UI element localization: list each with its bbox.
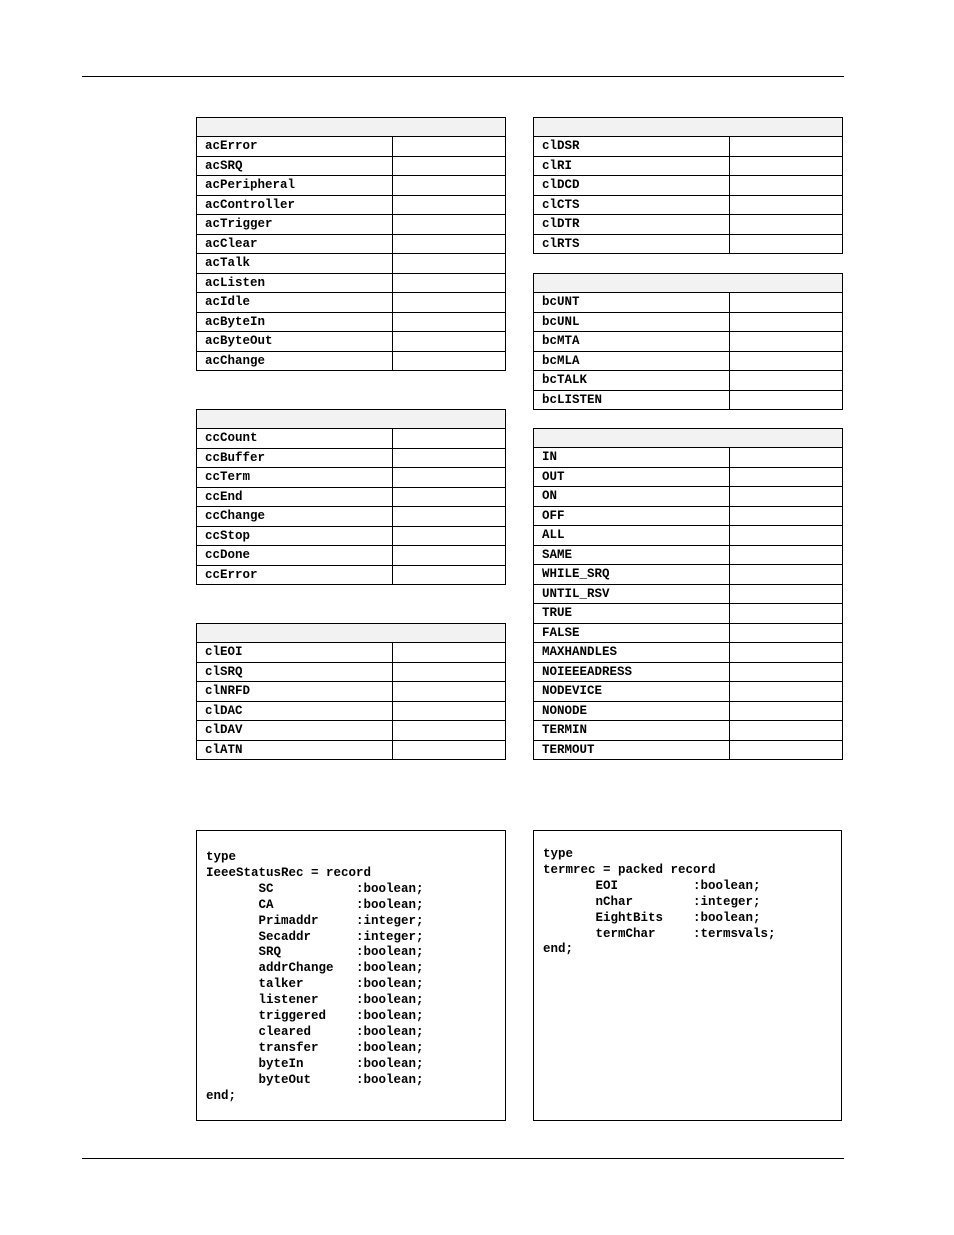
- table-header: [197, 624, 506, 643]
- constant-name: bcMLA: [534, 351, 730, 371]
- constant-value: [730, 701, 843, 721]
- constant-name: acChange: [197, 351, 393, 371]
- constant-value: [730, 176, 843, 196]
- table-row: [197, 487, 506, 507]
- constant-name: ccBuffer: [197, 448, 393, 468]
- table-row: [197, 332, 506, 352]
- constant-value: [730, 487, 843, 507]
- constant-value: [393, 526, 506, 546]
- constant-value: [393, 721, 506, 741]
- table-header: [534, 118, 843, 137]
- constant-name: OFF: [534, 506, 730, 526]
- table-header: [197, 118, 506, 137]
- constant-name: TERMIN: [534, 721, 730, 741]
- table-row: [197, 526, 506, 546]
- constant-name: clSRQ: [197, 662, 393, 682]
- table-row: [534, 176, 843, 196]
- constant-name: ccEnd: [197, 487, 393, 507]
- table-row: [197, 429, 506, 449]
- misc-constants-table: [533, 428, 843, 760]
- constant-name: ccChange: [197, 507, 393, 527]
- footer-rule: [82, 1158, 844, 1159]
- table-row: [197, 468, 506, 488]
- constant-name: acByteIn: [197, 312, 393, 332]
- bc-constants-table: [533, 273, 843, 410]
- constant-name: SAME: [534, 545, 730, 565]
- constant-value: [393, 137, 506, 157]
- table-row: [534, 545, 843, 565]
- constant-value: [730, 156, 843, 176]
- ieee-status-rec-code: type IeeeStatusRec = record SC :boolean; CA :boolean; Primaddr :integer; Secaddr :integer; SRQ :boolean; addrChange :boolean; talker :boolean; listener :boolean; triggered :boolean; cleared :boolean; transfer :boolean; byteIn :boolean; byteOut :boolean; end;: [206, 850, 424, 1103]
- constant-value: [730, 332, 843, 352]
- constant-value: [393, 682, 506, 702]
- table-row: [534, 448, 843, 468]
- constant-value: [393, 740, 506, 760]
- constant-value: [393, 273, 506, 293]
- constant-name: clDAV: [197, 721, 393, 741]
- constant-value: [393, 156, 506, 176]
- table-row: [534, 234, 843, 254]
- constant-name: bcTALK: [534, 371, 730, 391]
- table-row: [197, 721, 506, 741]
- ieee-status-rec-code-box: [196, 830, 506, 1121]
- constant-value: [393, 468, 506, 488]
- constant-name: OUT: [534, 467, 730, 487]
- constant-name: bcUNL: [534, 312, 730, 332]
- table-row: [197, 176, 506, 196]
- constant-name: clDSR: [534, 137, 730, 157]
- constant-name: ccTerm: [197, 468, 393, 488]
- table-row: [197, 448, 506, 468]
- constant-name: ON: [534, 487, 730, 507]
- table-row: [534, 487, 843, 507]
- constant-name: acListen: [197, 273, 393, 293]
- constant-value: [730, 371, 843, 391]
- table-row: [197, 507, 506, 527]
- constant-value: [393, 487, 506, 507]
- table-row: [197, 293, 506, 313]
- constant-name: clRI: [534, 156, 730, 176]
- table-row: [534, 371, 843, 391]
- constant-value: [393, 351, 506, 371]
- constant-value: [393, 448, 506, 468]
- constant-value: [393, 507, 506, 527]
- table-row: [197, 156, 506, 176]
- table-row: [534, 215, 843, 235]
- constant-value: [730, 740, 843, 760]
- constant-value: [393, 195, 506, 215]
- table-row: [197, 565, 506, 585]
- constant-value: [730, 390, 843, 410]
- constant-name: acTalk: [197, 254, 393, 274]
- constant-value: [730, 526, 843, 546]
- constant-name: ccDone: [197, 546, 393, 566]
- constant-name: clRTS: [534, 234, 730, 254]
- constant-name: ccStop: [197, 526, 393, 546]
- constant-value: [730, 643, 843, 663]
- table-header: [197, 410, 506, 429]
- table-row: [197, 701, 506, 721]
- constant-value: [393, 332, 506, 352]
- table-row: [534, 156, 843, 176]
- termrec-code: type termrec = packed record EOI :boolean; nChar :integer; EightBits :boolean; termChar :termsvals; end;: [543, 847, 776, 957]
- constant-value: [393, 176, 506, 196]
- table-row: [534, 701, 843, 721]
- constant-name: NONODE: [534, 701, 730, 721]
- constant-value: [730, 662, 843, 682]
- constant-value: [730, 623, 843, 643]
- ac-constants-table: [196, 117, 506, 371]
- constant-name: IN: [534, 448, 730, 468]
- constant-name: WHILE_SRQ: [534, 565, 730, 585]
- constant-name: TERMOUT: [534, 740, 730, 760]
- table-row: [197, 662, 506, 682]
- table-row: [534, 623, 843, 643]
- cc-constants-table: [196, 409, 506, 585]
- constant-value: [730, 565, 843, 585]
- constant-value: [393, 234, 506, 254]
- constant-value: [393, 312, 506, 332]
- constant-name: MAXHANDLES: [534, 643, 730, 663]
- table-row: [197, 351, 506, 371]
- constant-name: bcMTA: [534, 332, 730, 352]
- termrec-code-box: [533, 830, 842, 1121]
- table-row: [534, 351, 843, 371]
- constant-value: [730, 545, 843, 565]
- table-row: [534, 721, 843, 741]
- table-row: [534, 584, 843, 604]
- constant-name: ccError: [197, 565, 393, 585]
- table-row: [534, 390, 843, 410]
- constant-name: acByteOut: [197, 332, 393, 352]
- constant-value: [393, 215, 506, 235]
- table-row: [197, 234, 506, 254]
- constant-value: [393, 254, 506, 274]
- constant-value: [730, 448, 843, 468]
- constant-value: [730, 215, 843, 235]
- table-row: [534, 293, 843, 313]
- header-rule: [82, 76, 844, 77]
- constant-name: clDCD: [534, 176, 730, 196]
- constant-name: NOIEEEADRESS: [534, 662, 730, 682]
- constant-value: [393, 293, 506, 313]
- constant-name: FALSE: [534, 623, 730, 643]
- constant-name: acSRQ: [197, 156, 393, 176]
- constant-name: acClear: [197, 234, 393, 254]
- table-row: [534, 682, 843, 702]
- constant-value: [730, 195, 843, 215]
- constant-name: TRUE: [534, 604, 730, 624]
- constant-value: [730, 506, 843, 526]
- table-row: [534, 332, 843, 352]
- constant-name: clDTR: [534, 215, 730, 235]
- constant-value: [730, 584, 843, 604]
- table-row: [197, 254, 506, 274]
- table-row: [534, 467, 843, 487]
- table-row: [197, 137, 506, 157]
- constant-value: [730, 682, 843, 702]
- constant-value: [730, 312, 843, 332]
- cl-ieee-lines-table: [196, 623, 506, 760]
- table-row: [534, 312, 843, 332]
- table-row: [534, 506, 843, 526]
- constant-value: [730, 137, 843, 157]
- table-row: [534, 662, 843, 682]
- table-row: [197, 273, 506, 293]
- table-row: [534, 137, 843, 157]
- constant-name: clEOI: [197, 643, 393, 663]
- table-row: [197, 215, 506, 235]
- constant-name: acPeripheral: [197, 176, 393, 196]
- constant-value: [730, 351, 843, 371]
- constant-name: clCTS: [534, 195, 730, 215]
- constant-value: [393, 429, 506, 449]
- constant-value: [393, 662, 506, 682]
- table-header: [534, 274, 843, 293]
- table-header: [534, 429, 843, 448]
- table-row: [534, 565, 843, 585]
- table-row: [197, 546, 506, 566]
- cl-serial-lines-table: [533, 117, 843, 254]
- constant-name: NODEVICE: [534, 682, 730, 702]
- constant-value: [730, 604, 843, 624]
- constant-value: [730, 467, 843, 487]
- table-row: [197, 643, 506, 663]
- table-row: [197, 195, 506, 215]
- constant-name: UNTIL_RSV: [534, 584, 730, 604]
- constant-name: ALL: [534, 526, 730, 546]
- constant-name: acController: [197, 195, 393, 215]
- constant-value: [393, 643, 506, 663]
- table-row: [534, 195, 843, 215]
- constant-value: [393, 565, 506, 585]
- constant-value: [393, 701, 506, 721]
- constant-value: [730, 293, 843, 313]
- constant-name: acError: [197, 137, 393, 157]
- constant-name: bcLISTEN: [534, 390, 730, 410]
- constant-name: ccCount: [197, 429, 393, 449]
- constant-name: acIdle: [197, 293, 393, 313]
- constant-name: bcUNT: [534, 293, 730, 313]
- table-row: [197, 682, 506, 702]
- constant-value: [730, 234, 843, 254]
- constant-name: clNRFD: [197, 682, 393, 702]
- constant-name: acTrigger: [197, 215, 393, 235]
- constant-value: [730, 721, 843, 741]
- constant-name: clATN: [197, 740, 393, 760]
- table-row: [534, 643, 843, 663]
- table-row: [534, 526, 843, 546]
- table-row: [197, 740, 506, 760]
- table-row: [534, 604, 843, 624]
- constant-value: [393, 546, 506, 566]
- table-row: [534, 740, 843, 760]
- constant-name: clDAC: [197, 701, 393, 721]
- table-row: [197, 312, 506, 332]
